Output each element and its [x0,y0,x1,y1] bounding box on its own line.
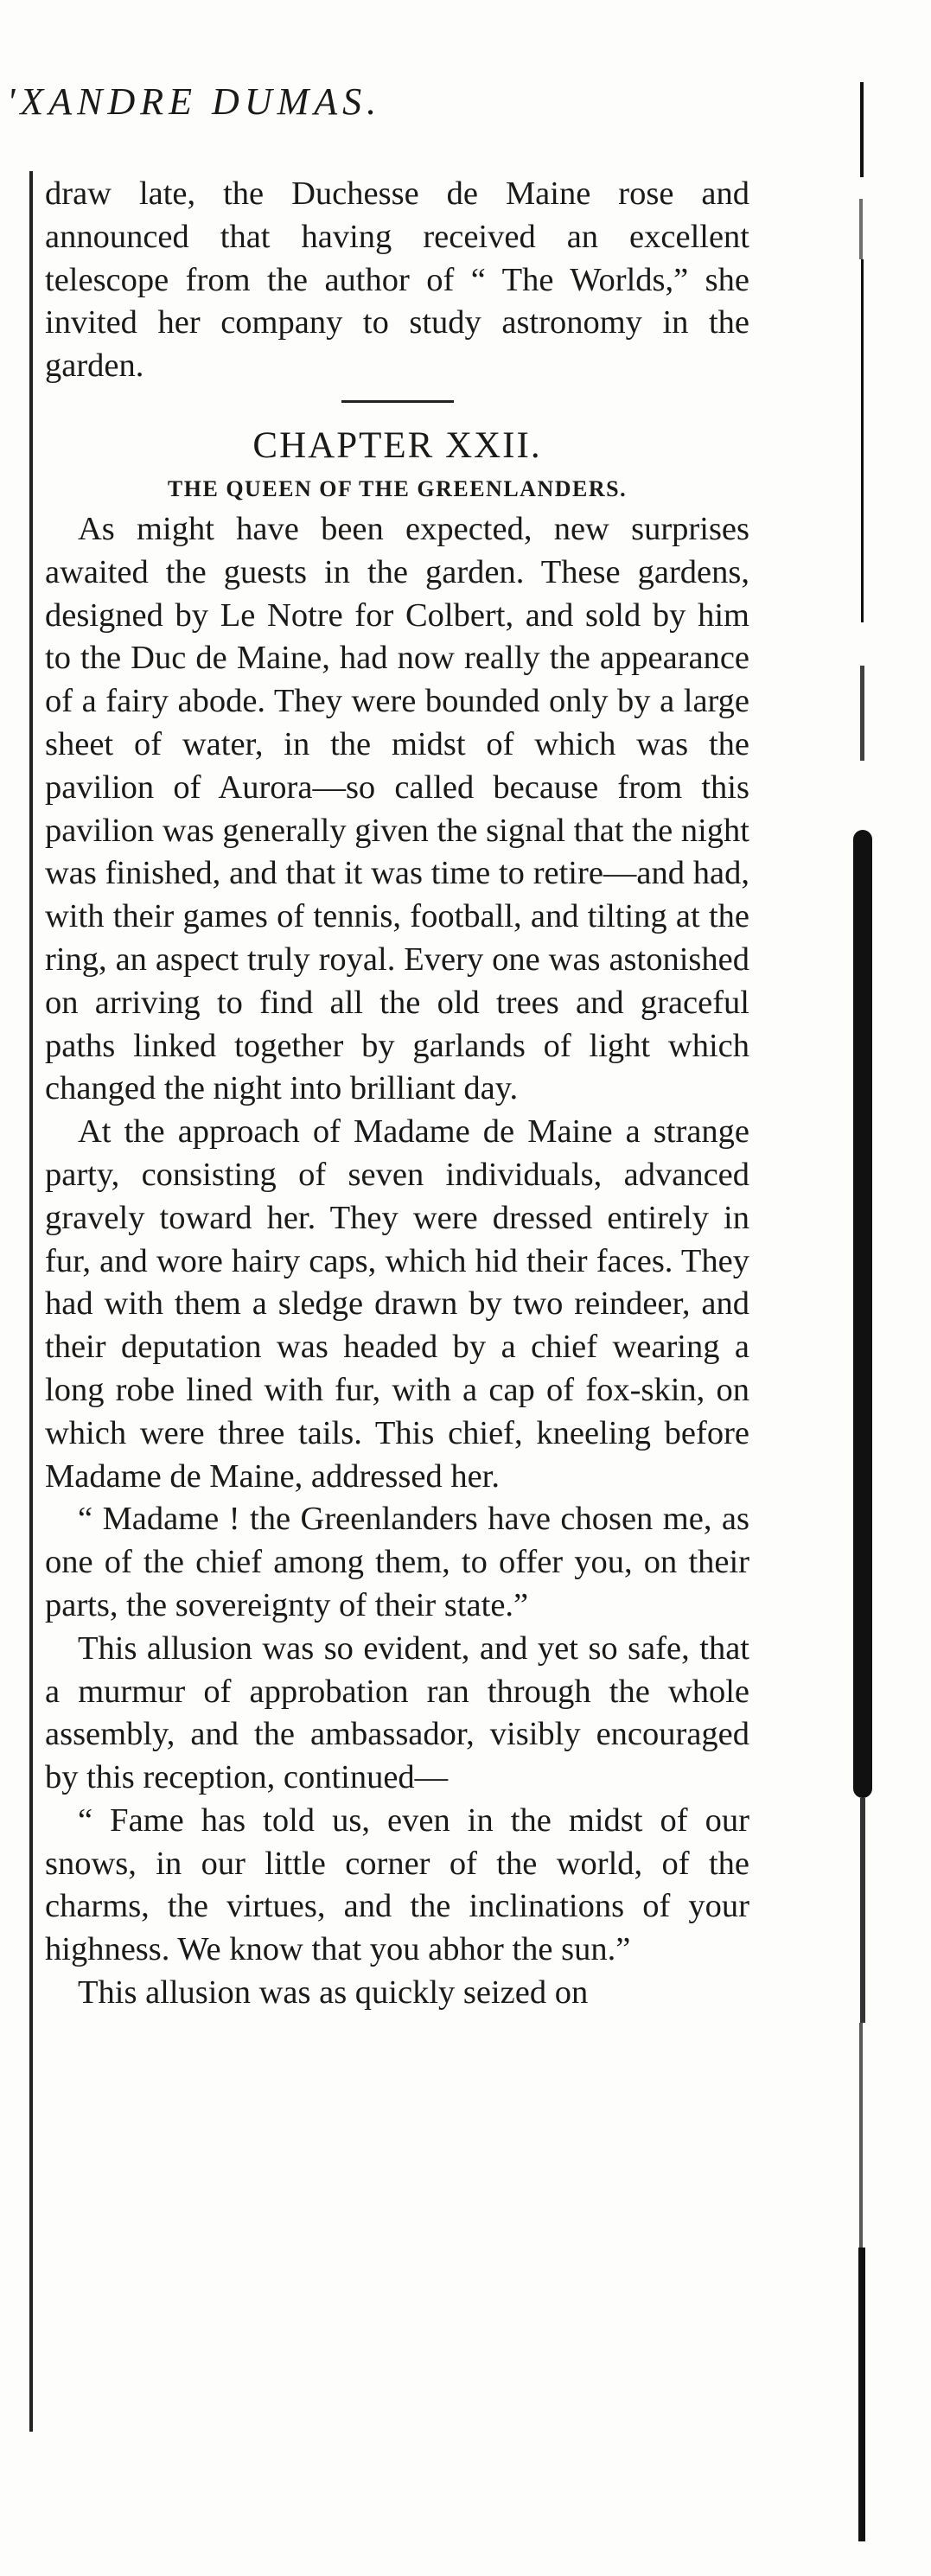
paragraph: This allusion was as quickly seized on [78,1974,589,2012]
chapter-title: CHAPTER XXII. [252,424,542,466]
chapter-subtitle: THE QUEEN OF THE GREENLANDERS. [167,475,628,501]
intro-paragraph: draw late, the Duchesse de Maine rose and announced that having received an excellent telescope from the author of “ The Worlds,” she invited her company to study astronomy in the garden. [45,175,749,385]
text-column [45,173,749,2015]
paragraph: As might have been expected, new surprises awaited the guests in the garden. These gardens, designed by Le Notre for Colbert, and sold by him to the Duc de Maine, had now really the appearance of a fairy abode. They were bounded only by a large sheet of water, in the midst of which was the pavilion of Aurora—so called because from this pavilion was generally given the signal that the night was finished, and that it was time to retire—and had, with their games of tennis, football, and tilting at the ring, an aspect truly royal. Every one was astonished on arriving to find all the old trees and graceful paths linked together by garlands of light which changed the night into brilliant day. [45,510,749,1107]
running-head: 'XANDRE DUMAS. [7,80,382,123]
paragraph: At the approach of Madame de Maine a strange party, consisting of seven individuals, advanced gravely toward her. They were dressed entirely in fur, and wore hairy caps, which hid their faces. They had with them a sledge drawn by two reindeer, and their deputation was headed by a chief wearing a long robe lined with fur, with a cap of fox-skin, on which were three tails. This chief, kneeling before Madame de Maine, addressed her. [45,1113,749,1495]
paragraph: “ Fame has told us, even in the midst of our snows, in our little corner of the world, of the charms, the virtues, and the inclinations of your highness. We know that you abhor the sun.” [45,1801,749,1968]
binding-edge-artifact [851,0,912,2576]
column-rule [29,171,33,2432]
section-divider [341,400,454,403]
paragraph: This allusion was so evident, and yet so safe, that a murmur of approbation ran through the whole assembly, and the ambassador, visibly encouraged by this reception, continued— [45,1629,749,1796]
paragraph: “ Madame ! the Greenlanders have chosen me, as one of the chief among them, to offer you, on their parts, the sovereignty of their state.” [45,1501,749,1623]
